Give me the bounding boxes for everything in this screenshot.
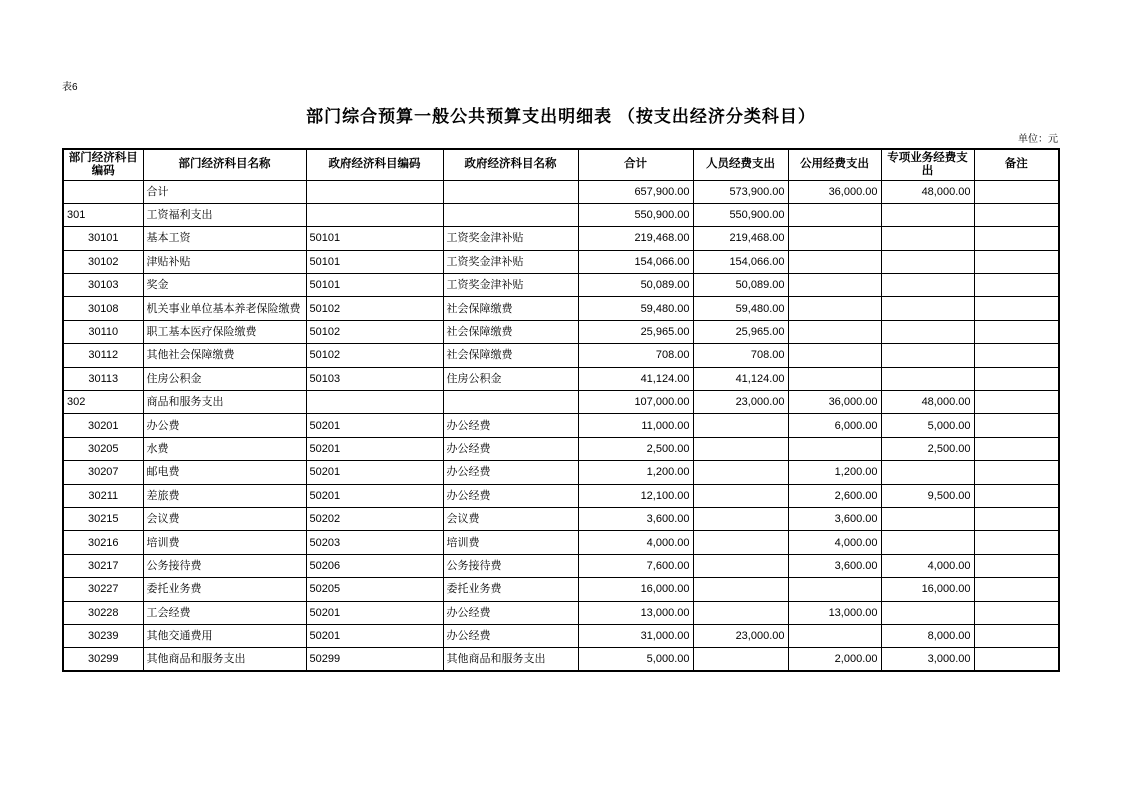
cell-public: 13,000.00 (788, 601, 881, 624)
table-row (63, 624, 1059, 647)
column-header-gov-name: 政府经济科目名称 (443, 149, 578, 180)
cell-gov-name: 住房公积金 (443, 367, 578, 390)
cell-total: 4,000.00 (578, 531, 693, 554)
cell-public (788, 437, 881, 460)
cell-remark (974, 648, 1059, 672)
cell-personnel: 25,965.00 (693, 320, 788, 343)
cell-dept-code: 30201 (63, 414, 143, 437)
cell-remark (974, 203, 1059, 226)
cell-public: 36,000.00 (788, 391, 881, 414)
cell-personnel: 154,066.00 (693, 250, 788, 273)
cell-dept-name: 工资福利支出 (143, 203, 306, 226)
cell-gov-code: 50206 (306, 554, 443, 577)
cell-public (788, 578, 881, 601)
cell-special (881, 531, 974, 554)
cell-gov-name: 其他商品和服务支出 (443, 648, 578, 672)
cell-personnel: 219,468.00 (693, 227, 788, 250)
cell-personnel: 708.00 (693, 344, 788, 367)
table-row (63, 414, 1059, 437)
cell-personnel (693, 484, 788, 507)
cell-special (881, 461, 974, 484)
cell-gov-code: 50101 (306, 227, 443, 250)
cell-total: 12,100.00 (578, 484, 693, 507)
cell-special (881, 250, 974, 273)
cell-public: 4,000.00 (788, 531, 881, 554)
cell-dept-name: 委托业务费 (143, 578, 306, 601)
cell-personnel: 41,124.00 (693, 367, 788, 390)
cell-dept-name: 奖金 (143, 274, 306, 297)
cell-personnel: 573,900.00 (693, 180, 788, 203)
cell-public (788, 344, 881, 367)
cell-public (788, 367, 881, 390)
page-title: 部门综合预算一般公共预算支出明细表 （按支出经济分类科目） (306, 107, 816, 126)
cell-total: 59,480.00 (578, 297, 693, 320)
header-row (63, 149, 1059, 180)
cell-personnel: 50,089.00 (693, 274, 788, 297)
cell-dept-name: 公务接待费 (143, 554, 306, 577)
cell-dept-name: 商品和服务支出 (143, 391, 306, 414)
cell-remark (974, 227, 1059, 250)
column-header-gov-code: 政府经济科目编码 (306, 149, 443, 180)
cell-gov-name: 办公经费 (443, 437, 578, 460)
sheet-label: 表6 (62, 82, 78, 93)
cell-total: 2,500.00 (578, 437, 693, 460)
cell-gov-name (443, 180, 578, 203)
cell-dept-code: 30101 (63, 227, 143, 250)
cell-public: 3,600.00 (788, 554, 881, 577)
cell-dept-code: 30216 (63, 531, 143, 554)
cell-remark (974, 601, 1059, 624)
cell-special (881, 203, 974, 226)
cell-public: 3,600.00 (788, 507, 881, 530)
cell-total: 107,000.00 (578, 391, 693, 414)
cell-gov-name: 办公经费 (443, 461, 578, 484)
cell-public: 2,600.00 (788, 484, 881, 507)
cell-gov-name: 会议费 (443, 507, 578, 530)
cell-total: 13,000.00 (578, 601, 693, 624)
cell-personnel (693, 648, 788, 672)
cell-special: 48,000.00 (881, 391, 974, 414)
cell-gov-name: 社会保障缴费 (443, 320, 578, 343)
cell-remark (974, 507, 1059, 530)
cell-total: 31,000.00 (578, 624, 693, 647)
cell-dept-code: 30112 (63, 344, 143, 367)
cell-total: 50,089.00 (578, 274, 693, 297)
cell-remark (974, 250, 1059, 273)
cell-public (788, 227, 881, 250)
table-row (63, 484, 1059, 507)
cell-personnel (693, 507, 788, 530)
cell-dept-code: 30113 (63, 367, 143, 390)
cell-personnel (693, 601, 788, 624)
cell-dept-code: 30211 (63, 484, 143, 507)
table-row (63, 601, 1059, 624)
cell-dept-name: 其他商品和服务支出 (143, 648, 306, 672)
cell-dept-name: 职工基本医疗保险缴费 (143, 320, 306, 343)
cell-total: 3,600.00 (578, 507, 693, 530)
cell-total: 25,965.00 (578, 320, 693, 343)
cell-dept-name: 津贴补贴 (143, 250, 306, 273)
cell-dept-name: 住房公积金 (143, 367, 306, 390)
cell-public: 36,000.00 (788, 180, 881, 203)
cell-dept-code: 30205 (63, 437, 143, 460)
cell-dept-name: 基本工资 (143, 227, 306, 250)
cell-public: 6,000.00 (788, 414, 881, 437)
table-row (63, 367, 1059, 390)
cell-total: 5,000.00 (578, 648, 693, 672)
cell-gov-code: 50201 (306, 484, 443, 507)
table-row (63, 297, 1059, 320)
cell-gov-code: 50201 (306, 437, 443, 460)
unit-label: 单位：元 (1018, 134, 1058, 145)
cell-total: 154,066.00 (578, 250, 693, 273)
cell-dept-name: 邮电费 (143, 461, 306, 484)
cell-special: 48,000.00 (881, 180, 974, 203)
cell-dept-name: 其他交通费用 (143, 624, 306, 647)
cell-special: 5,000.00 (881, 414, 974, 437)
cell-gov-name: 工资奖金津补贴 (443, 250, 578, 273)
cell-gov-code: 50102 (306, 297, 443, 320)
cell-dept-code: 30207 (63, 461, 143, 484)
cell-dept-code: 301 (63, 203, 143, 226)
cell-total: 1,200.00 (578, 461, 693, 484)
cell-public (788, 297, 881, 320)
cell-special (881, 297, 974, 320)
cell-personnel (693, 461, 788, 484)
cell-special: 9,500.00 (881, 484, 974, 507)
cell-special (881, 507, 974, 530)
cell-special: 8,000.00 (881, 624, 974, 647)
table-row (63, 531, 1059, 554)
cell-special (881, 601, 974, 624)
cell-remark (974, 531, 1059, 554)
table-header (63, 149, 1059, 180)
cell-personnel (693, 414, 788, 437)
cell-dept-code: 30103 (63, 274, 143, 297)
cell-remark (974, 461, 1059, 484)
column-header-public: 公用经费支出 (788, 149, 881, 180)
cell-public: 1,200.00 (788, 461, 881, 484)
cell-personnel (693, 531, 788, 554)
cell-remark (974, 367, 1059, 390)
cell-personnel (693, 437, 788, 460)
table-row (63, 391, 1059, 414)
cell-dept-code (63, 180, 143, 203)
cell-special: 16,000.00 (881, 578, 974, 601)
cell-gov-name: 培训费 (443, 531, 578, 554)
cell-remark (974, 437, 1059, 460)
cell-dept-name: 会议费 (143, 507, 306, 530)
cell-special (881, 367, 974, 390)
table-row (63, 554, 1059, 577)
cell-dept-code: 30239 (63, 624, 143, 647)
cell-special (881, 227, 974, 250)
table-row (63, 344, 1059, 367)
cell-gov-code: 50202 (306, 507, 443, 530)
cell-gov-code: 50201 (306, 601, 443, 624)
cell-gov-name: 社会保障缴费 (443, 344, 578, 367)
cell-dept-code: 30102 (63, 250, 143, 273)
cell-public (788, 250, 881, 273)
column-header-personnel: 人员经费支出 (693, 149, 788, 180)
cell-gov-code: 50201 (306, 624, 443, 647)
cell-gov-code: 50299 (306, 648, 443, 672)
cell-remark (974, 274, 1059, 297)
cell-special (881, 344, 974, 367)
cell-personnel (693, 554, 788, 577)
cell-total: 41,124.00 (578, 367, 693, 390)
cell-dept-code: 30227 (63, 578, 143, 601)
column-header-total: 合计 (578, 149, 693, 180)
cell-dept-code: 30110 (63, 320, 143, 343)
cell-gov-name (443, 391, 578, 414)
cell-public (788, 274, 881, 297)
column-header-dept-code: 部门经济科目编码 (63, 149, 143, 180)
cell-dept-name: 办公费 (143, 414, 306, 437)
table-row (63, 578, 1059, 601)
cell-special: 3,000.00 (881, 648, 974, 672)
cell-gov-code (306, 203, 443, 226)
cell-remark (974, 320, 1059, 343)
cell-dept-name: 其他社会保障缴费 (143, 344, 306, 367)
table-row (63, 274, 1059, 297)
cell-personnel: 550,900.00 (693, 203, 788, 226)
cell-gov-code: 50203 (306, 531, 443, 554)
cell-gov-code: 50101 (306, 250, 443, 273)
cell-gov-code: 50201 (306, 414, 443, 437)
cell-personnel: 23,000.00 (693, 624, 788, 647)
cell-dept-code: 30228 (63, 601, 143, 624)
table-row (63, 648, 1059, 672)
cell-dept-code: 30299 (63, 648, 143, 672)
cell-gov-name: 办公经费 (443, 484, 578, 507)
cell-remark (974, 391, 1059, 414)
cell-dept-name: 工会经费 (143, 601, 306, 624)
cell-special (881, 320, 974, 343)
cell-gov-name: 公务接待费 (443, 554, 578, 577)
table-row (63, 507, 1059, 530)
cell-remark (974, 554, 1059, 577)
cell-dept-name: 机关事业单位基本养老保险缴费 (143, 297, 306, 320)
cell-gov-name (443, 203, 578, 226)
cell-dept-name: 合计 (143, 180, 306, 203)
cell-gov-name: 办公经费 (443, 624, 578, 647)
cell-remark (974, 180, 1059, 203)
cell-total: 550,900.00 (578, 203, 693, 226)
table-row (63, 437, 1059, 460)
cell-gov-code: 50102 (306, 344, 443, 367)
cell-dept-name: 水费 (143, 437, 306, 460)
cell-special: 2,500.00 (881, 437, 974, 460)
cell-dept-name: 培训费 (143, 531, 306, 554)
table-row (63, 203, 1059, 226)
cell-public (788, 320, 881, 343)
cell-gov-name: 办公经费 (443, 601, 578, 624)
table-body (63, 180, 1059, 671)
table-row (63, 461, 1059, 484)
cell-remark (974, 414, 1059, 437)
cell-total: 708.00 (578, 344, 693, 367)
cell-total: 7,600.00 (578, 554, 693, 577)
cell-dept-code: 30108 (63, 297, 143, 320)
column-header-remark: 备注 (974, 149, 1059, 180)
table-row (63, 180, 1059, 203)
cell-public (788, 203, 881, 226)
cell-gov-code: 50205 (306, 578, 443, 601)
cell-total: 16,000.00 (578, 578, 693, 601)
cell-special (881, 274, 974, 297)
budget-table (62, 148, 1060, 672)
cell-dept-code: 30215 (63, 507, 143, 530)
cell-total: 11,000.00 (578, 414, 693, 437)
cell-gov-name: 工资奖金津补贴 (443, 274, 578, 297)
cell-special: 4,000.00 (881, 554, 974, 577)
cell-public: 2,000.00 (788, 648, 881, 672)
cell-dept-code: 302 (63, 391, 143, 414)
table-row (63, 227, 1059, 250)
cell-gov-code: 50101 (306, 274, 443, 297)
cell-gov-name: 委托业务费 (443, 578, 578, 601)
cell-gov-code: 50102 (306, 320, 443, 343)
cell-dept-code: 30217 (63, 554, 143, 577)
cell-remark (974, 344, 1059, 367)
cell-remark (974, 624, 1059, 647)
cell-gov-code (306, 391, 443, 414)
cell-gov-code: 50103 (306, 367, 443, 390)
cell-public (788, 624, 881, 647)
cell-personnel: 23,000.00 (693, 391, 788, 414)
cell-gov-name: 社会保障缴费 (443, 297, 578, 320)
column-header-dept-name: 部门经济科目名称 (143, 149, 306, 180)
cell-gov-name: 工资奖金津补贴 (443, 227, 578, 250)
table-row (63, 320, 1059, 343)
table-row (63, 250, 1059, 273)
cell-personnel: 59,480.00 (693, 297, 788, 320)
cell-total: 219,468.00 (578, 227, 693, 250)
cell-dept-name: 差旅费 (143, 484, 306, 507)
cell-remark (974, 297, 1059, 320)
cell-remark (974, 578, 1059, 601)
cell-remark (974, 484, 1059, 507)
cell-total: 657,900.00 (578, 180, 693, 203)
column-header-special: 专项业务经费支出 (881, 149, 974, 180)
cell-gov-name: 办公经费 (443, 414, 578, 437)
cell-gov-code (306, 180, 443, 203)
cell-personnel (693, 578, 788, 601)
cell-gov-code: 50201 (306, 461, 443, 484)
